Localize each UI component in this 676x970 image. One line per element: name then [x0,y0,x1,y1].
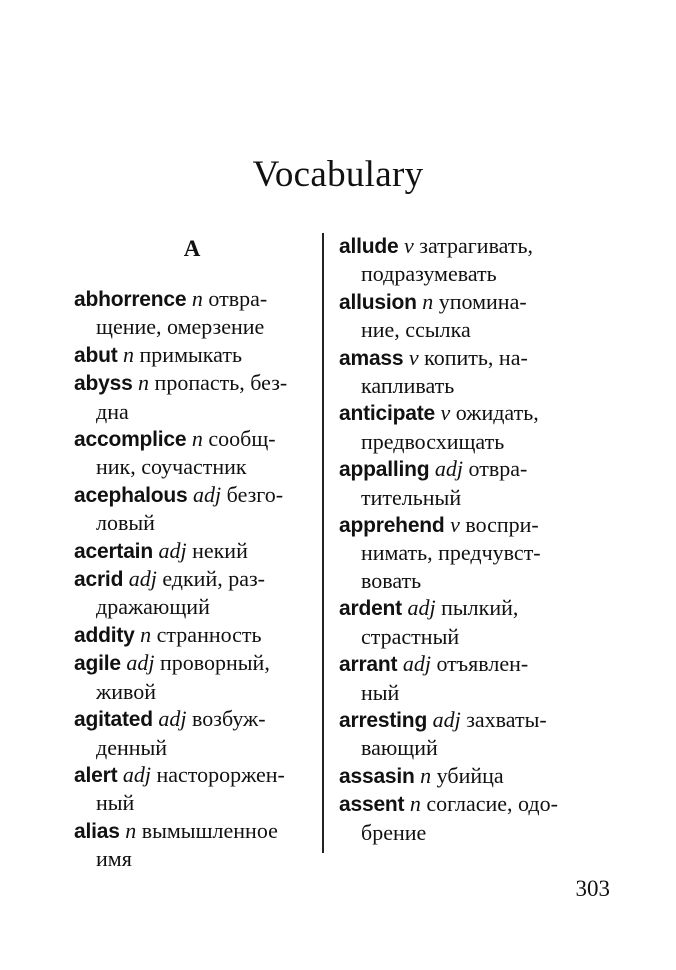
vocabulary-entry [339,790,591,846]
headword: abhorrence [74,288,187,311]
entry-first-line [74,285,310,313]
vocabulary-entry [74,649,310,705]
right-column [339,232,591,846]
part-of-speech: adj [158,537,187,563]
definition-text: воспри- [465,512,539,538]
vocabulary-entry [339,511,591,594]
headword: abut [74,343,118,367]
definition-text: странность [156,621,262,647]
headword: allusion [339,290,417,314]
entry-first-line [74,369,310,397]
entry-first-line [339,706,591,734]
definition-text: захваты- [466,706,547,732]
part-of-speech: n [138,370,150,396]
definition-continuation: ние, ссылка [361,317,471,343]
entry-first-line [74,705,310,733]
definition-text: едкий, раз- [162,566,266,592]
vocabulary-entry [74,621,310,649]
entry-first-line [339,399,591,427]
definition-continuation: ловый [96,510,155,536]
definition-continuation: ный [96,790,135,816]
definition-continuation: тительный [361,484,462,510]
column-divider [322,233,324,853]
vocabulary-entry [339,650,591,706]
right-entry-list [339,232,591,846]
entry-first-line [339,762,591,790]
headword: addity [74,623,135,647]
entry-first-line [339,232,591,260]
vocabulary-entry [74,425,310,481]
definition-text: настороржен- [156,761,285,787]
vocabulary-entry [74,565,310,621]
definition-continuation: предвосхищать [361,428,505,454]
left-entry-list [74,285,310,873]
entry-first-line [74,761,310,789]
entry-first-line [74,565,310,593]
part-of-speech: v [408,344,419,370]
definition-continuation: вающий [361,735,438,761]
part-of-speech: v [450,512,460,538]
part-of-speech: n [123,341,135,367]
vocabulary-entry [339,762,591,790]
vocabulary-entry [339,344,591,400]
vocabulary-entry [339,288,591,344]
definition-continuation: имя [96,846,132,872]
entry-first-line [74,425,310,453]
definition-text: убийца [436,762,504,788]
page-title: Vocabulary [252,153,424,195]
part-of-speech: n [191,286,203,311]
definition-continuation: нимать, предчувст- [361,540,541,566]
definition-continuation: дна [96,398,129,424]
definition-continuation: денный [96,734,168,760]
headword: accomplice [74,428,187,452]
page-number: 303 [575,876,610,901]
vocabulary-entry [74,341,310,369]
part-of-speech: n [422,288,434,314]
part-of-speech: adj [407,595,436,621]
headword: agile [74,652,121,676]
part-of-speech: adj [126,650,155,676]
definition-text: вымышленное [141,817,278,843]
part-of-speech: n [409,791,421,817]
headword: amass [339,346,404,370]
vocabulary-entry [339,232,591,288]
headword: assent [339,793,405,817]
headword: acrid [74,568,124,592]
entry-first-line [74,649,310,677]
part-of-speech: adj [432,706,461,732]
definition-text: безго- [226,481,284,507]
definition-continuation: страстный [361,623,460,649]
headword: abyss [74,372,133,396]
headword: alias [74,819,120,843]
headword: appalling [339,458,430,482]
definition-text: сообщ- [208,426,276,452]
letter-heading: A [183,236,201,261]
vocabulary-entry [339,455,591,511]
headword: arresting [339,708,428,732]
entry-first-line [339,790,591,818]
left-column [74,232,310,873]
definition-continuation: капливать [361,373,455,399]
definition-text: возбуж- [192,706,266,732]
definition-text: отвра- [208,286,268,311]
entry-first-line [74,481,310,509]
vocabulary-entry [339,399,591,455]
part-of-speech: n [420,762,432,788]
definition-text: копить, на- [424,344,528,370]
entry-first-line [339,594,591,622]
definition-text: пропасть, без- [154,370,288,396]
entry-first-line [74,621,310,649]
definition-text: пылкий, [441,595,519,621]
vocabulary-entry [74,481,310,537]
entry-first-line [339,650,591,678]
entry-first-line [339,288,591,316]
headword: acephalous [74,483,188,507]
part-of-speech: adj [193,481,222,507]
part-of-speech: adj [402,651,431,677]
definition-text: отвра- [468,456,528,482]
entry-first-line [339,455,591,483]
part-of-speech: v [403,233,414,258]
vocabulary-entry [339,706,591,762]
vocabulary-entry [74,369,310,425]
entry-first-line [74,537,310,565]
definition-continuation: подразумевать [361,261,497,287]
definition-text: некий [192,537,248,563]
part-of-speech: n [191,426,203,452]
vocabulary-entry [74,705,310,761]
part-of-speech: v [440,400,451,426]
vocabulary-entry [74,285,310,341]
part-of-speech: adj [158,706,187,732]
headword: ardent [339,597,402,621]
headword: acertain [74,539,153,563]
entry-first-line [339,511,591,539]
entry-first-line [74,341,310,369]
part-of-speech: adj [128,566,157,592]
headword: allude [339,235,399,258]
definition-text: ожидать, [455,400,539,426]
part-of-speech: adj [434,456,463,482]
headword: assasin [339,764,415,788]
entry-first-line [339,344,591,372]
headword: arrant [339,653,398,677]
headword: apprehend [339,514,445,538]
definition-text: отъявлен- [436,651,529,677]
headword: agitated [74,708,153,732]
definition-text: затрагивать, [419,233,534,258]
definition-continuation: ный [361,679,400,705]
definition-continuation: живой [96,678,156,704]
definition-continuation: ник, соучастник [96,454,247,480]
part-of-speech: adj [122,761,151,787]
definition-text: проворный, [159,650,270,676]
definition-text: примыкать [139,341,242,367]
definition-continuation: брение [361,819,427,845]
part-of-speech: n [140,621,152,647]
vocabulary-entry [74,537,310,565]
definition-continuation: щение, омерзение [96,314,265,340]
headword: alert [74,763,118,787]
part-of-speech: n [125,817,137,843]
vocabulary-entry [339,594,591,650]
vocabulary-entry [74,817,310,873]
entry-first-line [74,817,310,845]
definition-text: упомина- [438,288,527,314]
definition-text: согласие, одо- [426,791,558,817]
headword: anticipate [339,402,436,426]
vocabulary-entry [74,761,310,817]
definition-continuation: дражающий [96,594,210,620]
definition-continuation: вовать [361,567,422,593]
